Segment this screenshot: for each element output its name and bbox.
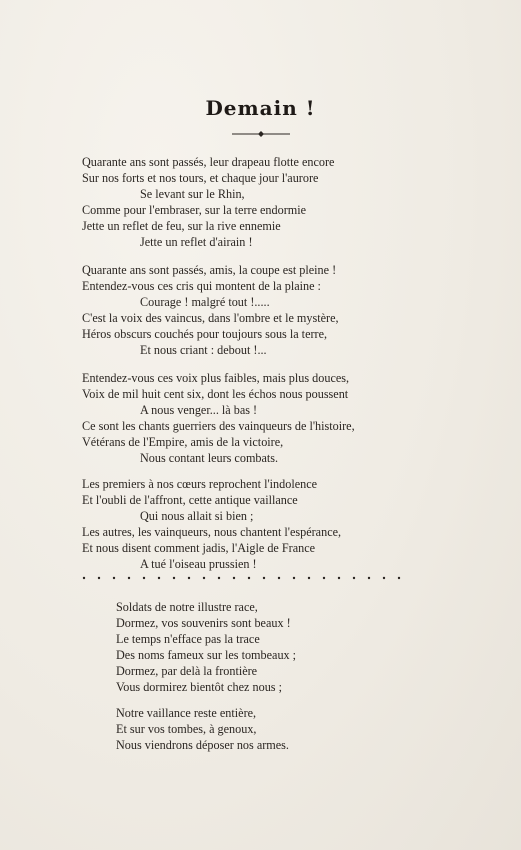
poem-line: Héros obscurs couchés pour toujours sous la terre, xyxy=(82,327,328,341)
poem-line: Nous viendrons déposer nos armes. xyxy=(116,738,289,752)
poem-line: Entendez-vous ces cris qui montent de la plaine : xyxy=(82,279,321,293)
poem-line: A nous venger... là bas ! xyxy=(140,403,258,417)
poem-line: Des noms fameux sur les tombeaux ; xyxy=(116,648,297,662)
title-ornament xyxy=(232,130,290,138)
poem-line: Sur nos forts et nos tours, et chaque jour l'aurore xyxy=(82,171,319,185)
poem-line: Jette un reflet de feu, sur la rive ennemie xyxy=(82,219,281,233)
poem-line: Vétérans de l'Empire, amis de la victoire, xyxy=(82,435,284,449)
poem-line: Vous dormirez bientôt chez nous ; xyxy=(116,680,282,694)
poem-line: Entendez-vous ces voix plus faibles, mais plus douces, xyxy=(82,371,350,385)
poem-line: Dormez, vos souvenirs sont beaux ! xyxy=(116,616,291,630)
poem-line: Courage ! malgré tout !..... xyxy=(140,295,270,309)
poem-line: Quarante ans sont passés, leur drapeau flotte encore xyxy=(82,155,335,169)
poem-line: Voix de mil huit cent six, dont les échos nous poussent xyxy=(82,387,349,401)
poem-line: Les premiers à nos cœurs reprochent l'indolence xyxy=(82,477,318,491)
poem-line: Nous contant leurs combats. xyxy=(140,451,279,465)
poem-line: Jette un reflet d'airain ! xyxy=(140,235,253,249)
poem-line: Notre vaillance reste entière, xyxy=(116,706,257,720)
poem-line: Le temps n'efface pas la trace xyxy=(116,632,260,646)
dotted-separator xyxy=(82,575,412,581)
poem-line: Dormez, par delà la frontière xyxy=(116,664,258,678)
poem-line: Ce sont les chants guerriers des vainqueurs de l'histoire, xyxy=(82,419,355,433)
poem-line: Et l'oubli de l'affront, cette antique vaillance xyxy=(82,493,298,507)
poem-title: Demain ! xyxy=(205,96,316,120)
poem-line: Se levant sur le Rhin, xyxy=(140,187,245,201)
poem-line: Soldats de notre illustre race, xyxy=(116,600,258,614)
poem-line: A tué l'oiseau prussien ! xyxy=(140,557,257,571)
poem-line: C'est la voix des vaincus, dans l'ombre et le mystère, xyxy=(82,311,339,325)
poem-line: Qui nous allait si bien ; xyxy=(140,509,254,523)
poem-line: Et nous criant : debout !... xyxy=(140,343,267,357)
poem-line: Quarante ans sont passés, amis, la coupe est pleine ! xyxy=(82,263,337,277)
poem-line: Et nous disent comment jadis, l'Aigle de France xyxy=(82,541,316,555)
poem-line: Et sur vos tombes, à genoux, xyxy=(116,722,257,736)
poem-line: Comme pour l'embraser, sur la terre endormie xyxy=(82,203,307,217)
poem-line: Les autres, les vainqueurs, nous chantent l'espérance, xyxy=(82,525,342,539)
